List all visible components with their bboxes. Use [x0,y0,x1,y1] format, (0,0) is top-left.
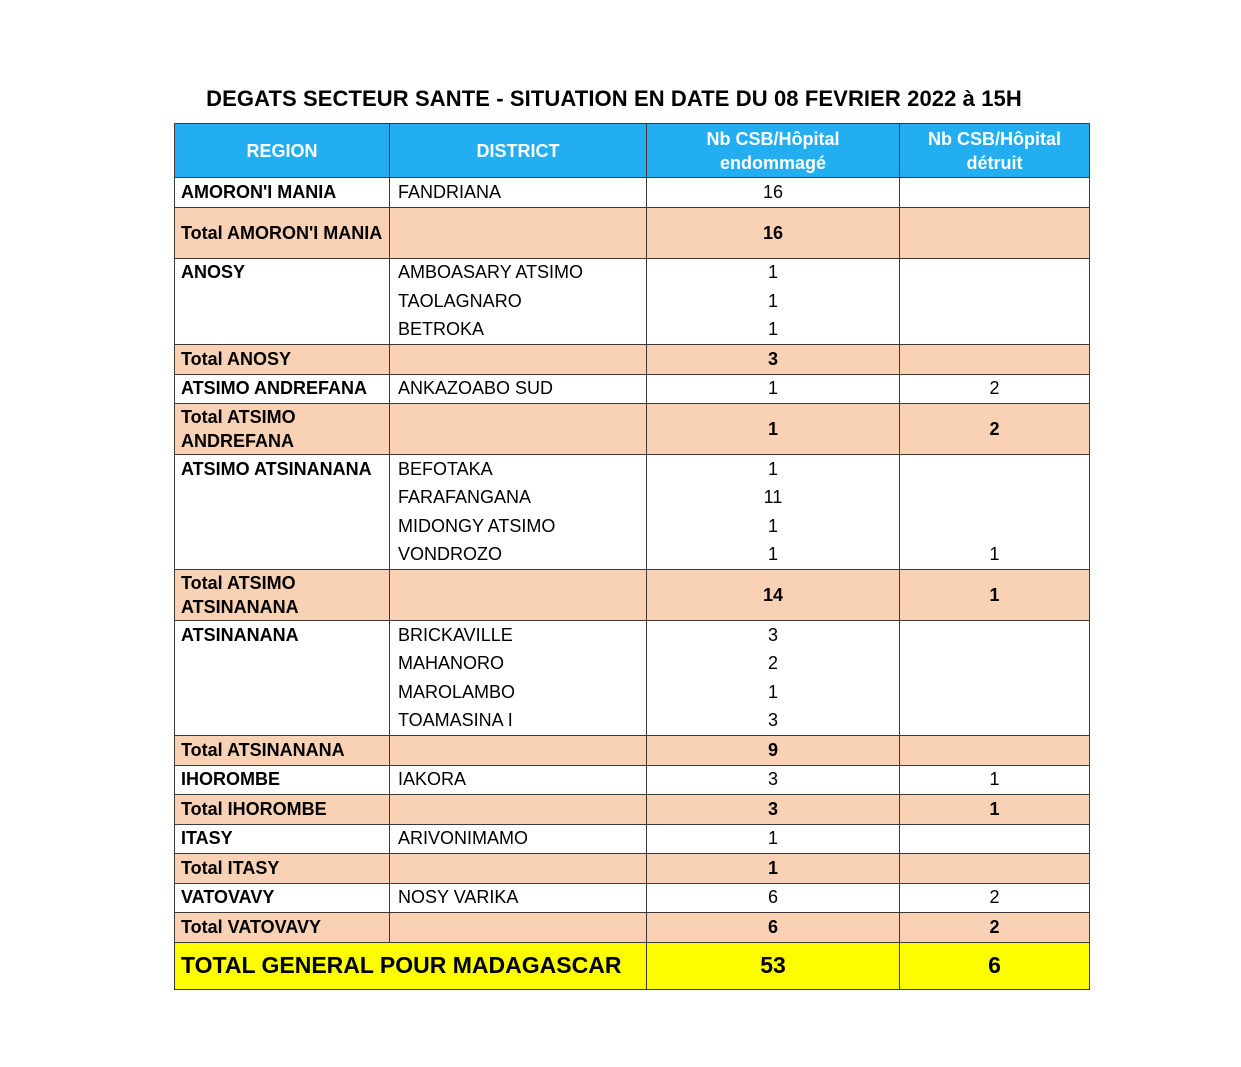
district-cell: BRICKAVILLE [390,621,647,650]
damage-table [174,123,1090,990]
grand-total-label: TOTAL GENERAL POUR MADAGASCAR [175,942,647,989]
region-cell: ANOSY [175,258,390,287]
table-row [175,824,1090,854]
destroyed-count [900,484,1090,513]
district-cell: TOAMASINA I [390,707,647,736]
document-title: DEGATS SECTEUR SANTE - SITUATION EN DATE DU 08 FEVRIER 2022 à 15H [206,86,1022,111]
destroyed-count [900,316,1090,345]
region-cell: AMORON'I MANIA [175,178,390,208]
district-cell: ANKAZOABO SUD [390,374,647,404]
total-empty-cell [390,404,647,455]
total-label: Total VATOVAVY [175,913,390,943]
grand-total-row [175,942,1090,989]
destroyed-count: 2 [900,374,1090,404]
header-row [175,124,1090,178]
district-cell: BEFOTAKA [390,455,647,484]
damaged-count: 3 [647,795,900,825]
header-destroyed-line2: détruit [966,152,1023,173]
destroyed-count [900,287,1090,316]
table-row [175,883,1090,913]
total-label: Total ATSINANANA [175,736,390,766]
district-cell: MAHANORO [390,650,647,679]
region-cell: IHOROMBE [175,765,390,795]
total-row [175,854,1090,884]
district-cell: AMBOASARY ATSIMO [390,258,647,287]
total-label: Total ATSIMO ATSINANANA [175,570,390,621]
destroyed-count [900,258,1090,287]
damaged-count: 1 [647,404,900,455]
total-row [175,570,1090,621]
grand-total-damaged: 53 [647,942,900,989]
table-body [175,178,1090,943]
damaged-count: 1 [647,541,900,570]
damaged-count: 1 [647,258,900,287]
total-empty-cell [390,345,647,375]
destroyed-count [900,345,1090,375]
destroyed-count [900,650,1090,679]
region-cell [175,678,390,707]
district-cell: TAOLAGNARO [390,287,647,316]
damaged-count: 1 [647,287,900,316]
table-row [175,316,1090,345]
total-label: Total IHOROMBE [175,795,390,825]
total-empty-cell [390,795,647,825]
total-empty-cell [390,913,647,943]
header-damaged [647,124,900,178]
header-region: REGION [175,124,390,178]
region-cell [175,707,390,736]
region-cell: ATSINANANA [175,621,390,650]
table-row [175,621,1090,650]
total-row [175,404,1090,455]
destroyed-count: 2 [900,404,1090,455]
damaged-count: 1 [647,854,900,884]
damaged-count: 9 [647,736,900,766]
destroyed-count: 1 [900,541,1090,570]
destroyed-count: 2 [900,883,1090,913]
table-row [175,258,1090,287]
damaged-count: 1 [647,512,900,541]
region-cell [175,484,390,513]
damaged-count: 1 [647,678,900,707]
table-row [175,678,1090,707]
destroyed-count: 1 [900,570,1090,621]
header-damaged-line1: Nb CSB/Hôpital [706,128,840,149]
region-cell: ITASY [175,824,390,854]
damaged-count: 1 [647,316,900,345]
total-row [175,736,1090,766]
damaged-count: 14 [647,570,900,621]
region-cell: VATOVAVY [175,883,390,913]
district-cell: FARAFANGANA [390,484,647,513]
total-label: Total ANOSY [175,345,390,375]
district-cell: IAKORA [390,765,647,795]
total-row [175,207,1090,258]
destroyed-count [900,824,1090,854]
damaged-count: 3 [647,765,900,795]
damaged-count: 16 [647,178,900,208]
destroyed-count [900,512,1090,541]
total-empty-cell [390,736,647,766]
total-row [175,913,1090,943]
table-row [175,512,1090,541]
destroyed-count [900,854,1090,884]
header-destroyed [900,124,1090,178]
damaged-count: 16 [647,207,900,258]
table-row [175,287,1090,316]
destroyed-count: 1 [900,765,1090,795]
district-cell: VONDROZO [390,541,647,570]
district-cell: BETROKA [390,316,647,345]
destroyed-count [900,207,1090,258]
destroyed-count [900,178,1090,208]
district-cell: MIDONGY ATSIMO [390,512,647,541]
damaged-count: 11 [647,484,900,513]
district-cell: MAROLAMBO [390,678,647,707]
total-label: Total ITASY [175,854,390,884]
region-cell [175,650,390,679]
total-empty-cell [390,854,647,884]
district-cell: ARIVONIMAMO [390,824,647,854]
destroyed-count [900,707,1090,736]
district-cell: NOSY VARIKA [390,883,647,913]
destroyed-count [900,736,1090,766]
table-row [175,650,1090,679]
region-cell: ATSIMO ANDREFANA [175,374,390,404]
damaged-count: 6 [647,883,900,913]
district-cell: FANDRIANA [390,178,647,208]
total-label: Total ATSIMO ANDREFANA [175,404,390,455]
header-district: DISTRICT [390,124,647,178]
grand-total-destroyed: 6 [900,942,1090,989]
header-destroyed-line1: Nb CSB/Hôpital [928,128,1061,149]
destroyed-count [900,455,1090,484]
header-damaged-line2: endommagé [719,152,827,173]
destroyed-count [900,678,1090,707]
table-row [175,178,1090,208]
table-row [175,374,1090,404]
table-row [175,765,1090,795]
damaged-count: 1 [647,455,900,484]
region-cell: ATSIMO ATSINANANA [175,455,390,484]
damaged-count: 3 [647,621,900,650]
damaged-count: 1 [647,374,900,404]
total-empty-cell [390,207,647,258]
damaged-count: 1 [647,824,900,854]
destroyed-count: 1 [900,795,1090,825]
damaged-count: 3 [647,345,900,375]
region-cell [175,316,390,345]
destroyed-count [900,621,1090,650]
destroyed-count: 2 [900,913,1090,943]
total-label: Total AMORON'I MANIA [175,207,390,258]
total-empty-cell [390,570,647,621]
damaged-count: 6 [647,913,900,943]
region-cell [175,287,390,316]
region-cell [175,512,390,541]
damaged-count: 2 [647,650,900,679]
table-row [175,707,1090,736]
table-row [175,484,1090,513]
table-row [175,455,1090,484]
region-cell [175,541,390,570]
damaged-count: 3 [647,707,900,736]
total-row [175,345,1090,375]
total-row [175,795,1090,825]
table-row [175,541,1090,570]
